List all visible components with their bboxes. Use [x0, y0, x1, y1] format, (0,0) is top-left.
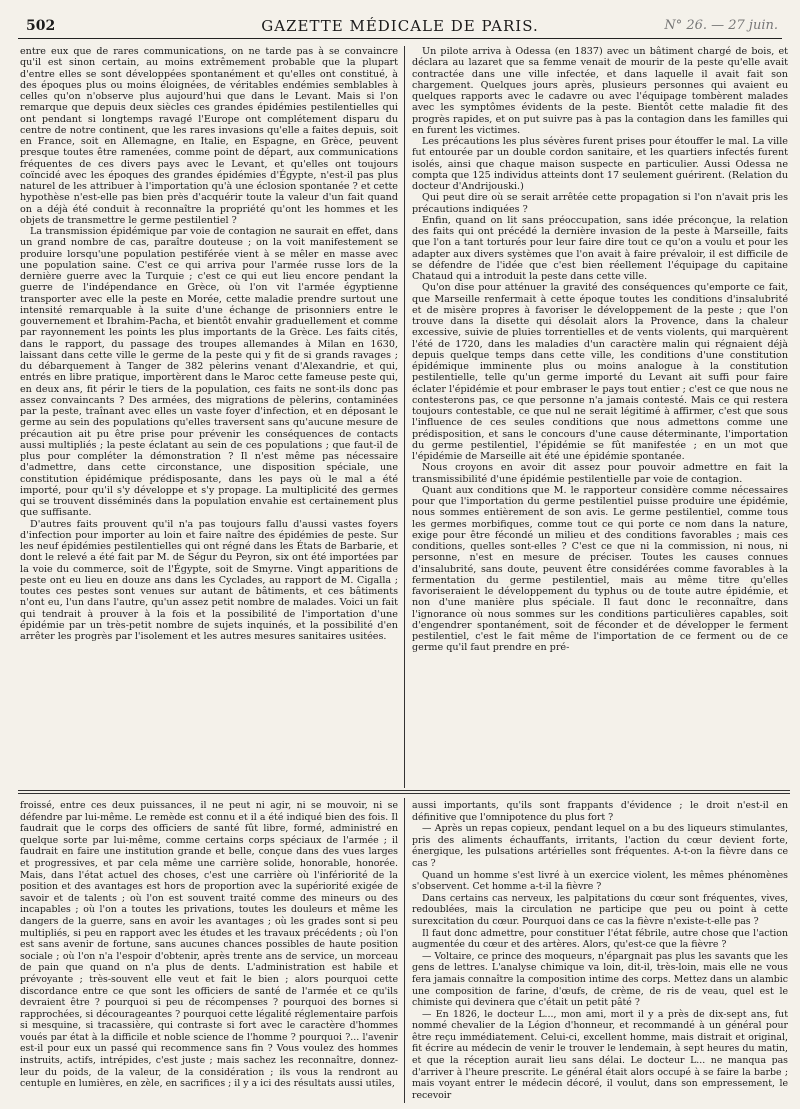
paragraph: Il faut donc admettre, pour constituer l'état fébrile, autre chose que l'action augmentée du cœur et des artères. Alors, qu'est-ce que la fièvre ? [412, 927, 788, 951]
column-left-bottom [20, 800, 398, 1104]
paragraph: Enfin, quand on lit sans préoccupation, sans idée préconçue, la relation des faits qui ont précédé la dernière invasion de la peste à Marseille, faits que l'on a tant torturés pour leur faire dire tout ce qu'on a voulu et pour les adapter aux divers systèmes que l'on avait à faire prévaloir, il est difficile de se défendre de l'idée que c'est bien réellement l'équipage du capitaine Chataud qui a introduit la peste dans cette ville. [412, 214, 788, 282]
paragraph: — En 1826, le docteur L..., mon ami, mort il y a près de dix-sept ans, fut nommé chevalier de la Légion d'honneur, et recommandé à un général pour être reçu immédiatement. Celui-ci, excellent homme, mais distrait et original, fit écrire au médecin de venir le trouver le lendemain, à sept heures du matin, et que la réception aurait lieu sans délai. Le docteur L... ne manqua pas d'arriver à l'heure prescrite. Le général était alors occupé à se faire la barbe ; mais voyant entrer le médecin décoré, il voulut, dans son empressement, le recevoir [412, 1008, 788, 1101]
paragraph: Quant aux conditions que M. le rapporteur considère comme nécessaires pour que l'importation du germe pestilentiel puisse produire une épidémie, nous sommes entièrement de son avis. Le germe pestilentiel, comme tous les germes morbifiques, comme tout ce qui porte ce nom dans la nature, exige pour être fécondé un milieu et des conditions favorables ; mais ces conditions, quelles sont-elles ? C'est ce que ni la commission, ni nous, ni personne, n'est en mesure de préciser. Toutes les causes connues d'insalubrité, sans doute, peuvent être considérées comme favorables à la fermentation du germe pestilentiel, mais au même titre qu'elles favoriseraient le développement du typhus ou de toute autre épidémie, et non d'une manière plus spéciale. Il faut donc le reconnaître, dans l'ignorance où nous sommes sur les conditions particulières capables, soit d'engendrer spontanément, soit de féconder et de développer le ferment pestilentiel, c'est le fait même de l'importation de ce ferment ou de ce germe qu'il faut prendre en pré- [412, 484, 788, 654]
paragraph: Dans certains cas nerveux, les palpitations du cœur sont fréquentes, vives, redoublées, mais la circulation ne participe que peu ou point à cette surexcitation du cœur. Pourquoi dans ce cas la fièvre n'existe-t-elle pas ? [412, 892, 788, 927]
section-divider [18, 790, 790, 791]
paragraph: Qu'on dise pour atténuer la gravité des conséquences qu'emporte ce fait, que Marseille renfermait à cette époque toutes les conditions d'insalubrité et de misère propres à favoriser le développement de la peste ; que l'on trouve dans la disette qui désolait alors la Provence, dans la chaleur excessive, suivie de pluies torrentielles et de vents violents, qui marquèrent l'été de 1720, dans les maladies d'un caractère malin qui régnaient déjà depuis quelque temps dans cette ville, les conditions d'une constitution épidémique imminente plus ou moins analogue à la constitution pestilentielle, telle qu'un germe importé du Levant ait suffi pour faire éclater l'épidémie et pour embraser le pays tout entier ; c'est ce que nous ne contesterons pas, ce que personne n'a jamais contesté. Mais ce qui restera toujours contestable, ce que nul ne serait légitimé à affirmer, c'est que sous l'influence de ces seules conditions que nous admettons comme une prédisposition, et sans le concours d'une cause déterminante, l'importation du germe pestilentiel, l'épidémie se fût manifestée ; en un mot que l'épidémie de Marseille ait été une épidémie spontanée. [412, 282, 788, 462]
column-right-top [412, 46, 788, 788]
paragraph: Nous croyons en avoir dit assez pour pouvoir admettre en fait la transmissibilité d'une épidémie pestilentielle par voie de contagion. [412, 462, 788, 485]
page-number: 502 [26, 18, 56, 34]
issue-info: N° 26. — 27 juin. [664, 18, 778, 33]
column-divider [404, 46, 405, 788]
paragraph: Les précautions les plus sévères furent prises pour étouffer le mal. La ville fut entourée par un double cordon sanitaire, et les quartiers infectés furent isolés, ainsi que chaque maison suspecte en particulier. Aussi Odessa ne compta que 125 individus atteints dont 17 seulement guérirent. (Relation du docteur d'Andrijouski.) [412, 136, 788, 192]
paragraph: D'autres faits prouvent qu'il n'a pas toujours fallu d'aussi vastes foyers d'infection pour importer au loin et faire naître des épidémies de peste. Sur les neuf épidémies pestilentielles qui ont régné dans les États de Barbarie, et dont le relevé a été fait par M. de Ségur du Peyron, six ont été importées par la voie du commerce, soit de l'Égypte, soit de Smyrne. Vingt apparitions de peste ont eu lieu en douze ans dans les Cyclades, au rapport de M. Cigalla ; toutes ces pestes sont venues sur autant de bâtiments, et ces bâtiments n'ont eu, l'un dans l'autre, qu'un assez petit nombre de malades. Voici un fait qui tendrait à prouver à la fois et la possibilité de l'importation d'une épidémie par un très-petit nombre de sujets inquinés, et la possibilité d'en arrêter les progrès par l'isolement et les autres mesures sanitaires usitées. [20, 518, 398, 642]
paragraph: — Voltaire, ce prince des moqueurs, n'épargnait pas plus les savants que les gens de lettres. L'analyse chimique va loin, dit-il, très-loin, mais elle ne vous fera jamais connaître la composition intime des corps. Mettez dans un alambic une composition de farine, d'œufs, de crème, de ris de veau, quel est le chimiste qui devinera que c'était un petit pâté ? [412, 950, 788, 1009]
page-header [18, 14, 782, 39]
journal-title: GAZETTE MÉDICALE DE PARIS. [261, 17, 539, 35]
column-left-top [20, 46, 398, 788]
paragraph: aussi importants, qu'ils sont frappants d'évidence ; le droit n'est-il en définitive que l'omnipotence du plus fort ? [412, 800, 788, 823]
paragraph: Un pilote arriva à Odessa (en 1837) avec un bâtiment chargé de bois, et déclara au lazaret que sa femme venait de mourir de la peste qu'elle avait contractée dans une ville infectée, et dans laquelle il avait fait son chargement. Quelques jours après, plusieurs personnes qui avaient eu quelques rapports avec le cadavre ou avec l'équipage tombèrent malades avec les symptômes évidents de la peste. Bientôt cette maladie fit des progrès rapides, et on put suivre pas à pas la contagion dans les familles qui en furent les victimes. [412, 46, 788, 136]
paragraph: — Après un repas copieux, pendant lequel on a bu des liqueurs stimulantes, pris des aliments échauffants, irritants, l'action du cœur devient forte, énergique, les pulsations artérielles sont fréquentes. A-t-on la fièvre dans ce cas ? [412, 823, 788, 869]
paragraph: Quand un homme s'est livré à un exercice violent, les mêmes phénomènes s'observent. Cet homme a-t-il la fièvre ? [412, 869, 788, 893]
paragraph: froissé, entre ces deux puissances, il ne peut ni agir, ni se mouvoir, ni se défendre par lui-même. Le remède est connu et il a été indiqué bien des fois. Il faudrait que le corps des officiers de santé fût libre, formé, administré en quelque sorte par lui-même, comme certains corps spéciaux de l'armée ; il faudrait en faire une institution grande et belle, conçue dans des vues larges et progressives, et par cela même une carrière solide, honorable, honorée. Mais, dans l'état actuel des choses, c'est une carrière où l'infériorité de la position et des avantages est hors de proportion avec la supériorité exigée de savoir et de talents ; où l'on est souvent traité comme des mineurs ou des incapables ; où l'on a toutes les privations, toutes les douleurs et même les dangers de la guerre, sans en avoir les avantages ; où les grades sont si peu multipliés, si peu en rapport avec les études et les travaux précédents ; où l'on est sans avenir de fortune, sans aucunes chances possibles de haute position sociale ; où l'on n'a l'espoir d'obtenir, après trente ans de service, un morceau de pain que quand on n'a plus de dents. L'administration est habile et prévoyante ; très-souvent elle veut et fait le bien ; alors pourquoi cette discordance entre ce que sont les officiers de santé de l'armée et ce qu'ils devraient être ? pourquoi si peu de récompenses ? pourquoi des bornes si rapprochées, si décourageantes ? pourquoi cette légalité réglementaire parfois si mesquine, si tracassière, qui contraste si fort avec le caractère d'hommes voués par état à la difficile et noble science de l'homme ? pourquoi ?... l'avenir est-il pour eux un passé qui recommence sans fin ? Vous voulez des hommes instruits, actifs, intrépides, c'est juste ; mais sachez les reconnaître, donnez-leur du poids, de la valeur, de la considération ; ils vous la rendront au centuple en lumières, en zèle, en sacrifices ; il y a ici des résultats aussi utiles, [20, 800, 398, 1090]
paragraph: Qui peut dire où se serait arrêtée cette propagation si l'on n'avait pris les précautions indiquées ? [412, 192, 788, 215]
section-divider [18, 793, 790, 794]
paragraph: entre eux que de rares communications, on ne tarde pas à se convaincre qu'il est sinon certain, au moins extrêmement probable que la plupart d'entre elles se sont développées spontanément et qu'elles ont constitué, à des époques plus ou moins éloignées, de véritables endémies semblables à celles qu'on n'observe plus aujourd'hui que dans le Levant. Mais si l'on remarque que depuis deux siècles ces grandes épidémies pestilentielles qui ont pendant si longtemps ravagé l'Europe ont complétement disparu du centre de notre continent, que les rares invasions qu'elle a faites depuis, soit en France, soit en Allemagne, en Italie, en Espagne, en Grèce, peuvent presque toutes être ramenées, comme point de départ, aux communications fréquentes de ces divers pays avec le Levant, et qu'elles ont toujours coïncidé avec les époques des grandes épidémies d'Égypte, n'est-il pas plus naturel de les attribuer à l'importation qu'à une éclosion spontanée ? et cette hypothèse n'est-elle pas bien près d'acquérir toute la valeur d'un fait quand on a déjà été conduit à reconnaître la propriété qu'ont les hommes et les objets de transmettre le germe pestilentiel ? [20, 46, 398, 226]
column-right-bottom [412, 800, 788, 1104]
column-divider [404, 798, 405, 1103]
paragraph: La transmission épidémique par voie de contagion ne saurait en effet, dans un grand nombre de cas, paraître douteuse ; on la voit manifestement se produire lorsqu'une population pestiférée vient à se mêler en masse avec une population saine. C'est ce qui arriva pour l'armée russe lors de la dernière guerre avec la Turquie ; c'est ce qui eut lieu encore pendant la guerre de l'indépendance en Grèce, où l'on vit l'armée égyptienne transporter avec elle la peste en Morée, cette maladie prendre surtout une intensité remarquable à la suite d'une échange de prisonniers entre le gouvernement et Ibrahim-Pacha, et bientôt envahir graduellement et comme par rayonnement les points les plus importants de la Grèce. Les faits cités, dans le rapport, du passage des troupes allemandes à Milan en 1630, laissant dans cette ville le germe de la peste qui y fit de si grands ravages ; du débarquement à Tanger de 382 pèlerins venant d'Alexandrie, et qui, entrés en libre pratique, importèrent dans le Maroc cette fameuse peste qui, en deux ans, fit périr le tiers de la population, ces faits ne sont-ils donc pas assez convaincants ? Des armées, des migrations de pèlerins, contaminées par la peste, traînant avec elles un vaste foyer d'infection, et en déposant le germe au sein des populations qu'elles traversent sans qu'aucune mesure de précaution ait pu être prise pour prévenir les conséquences de contacts aussi multipliés ; la peste éclatant au sein de ces populations ; que faut-il de plus pour compléter la démonstration ? Il n'est même pas nécessaire d'admettre, dans cette circonstance, une disposition spéciale, une constitution épidémique prédisposante, dans les pays où le mal a été importé, pour qu'il s'y développe et s'y propage. La multiplicité des germes qui se trouvent disséminés dans la population envahie est certainement plus que suffisante. [20, 226, 398, 519]
